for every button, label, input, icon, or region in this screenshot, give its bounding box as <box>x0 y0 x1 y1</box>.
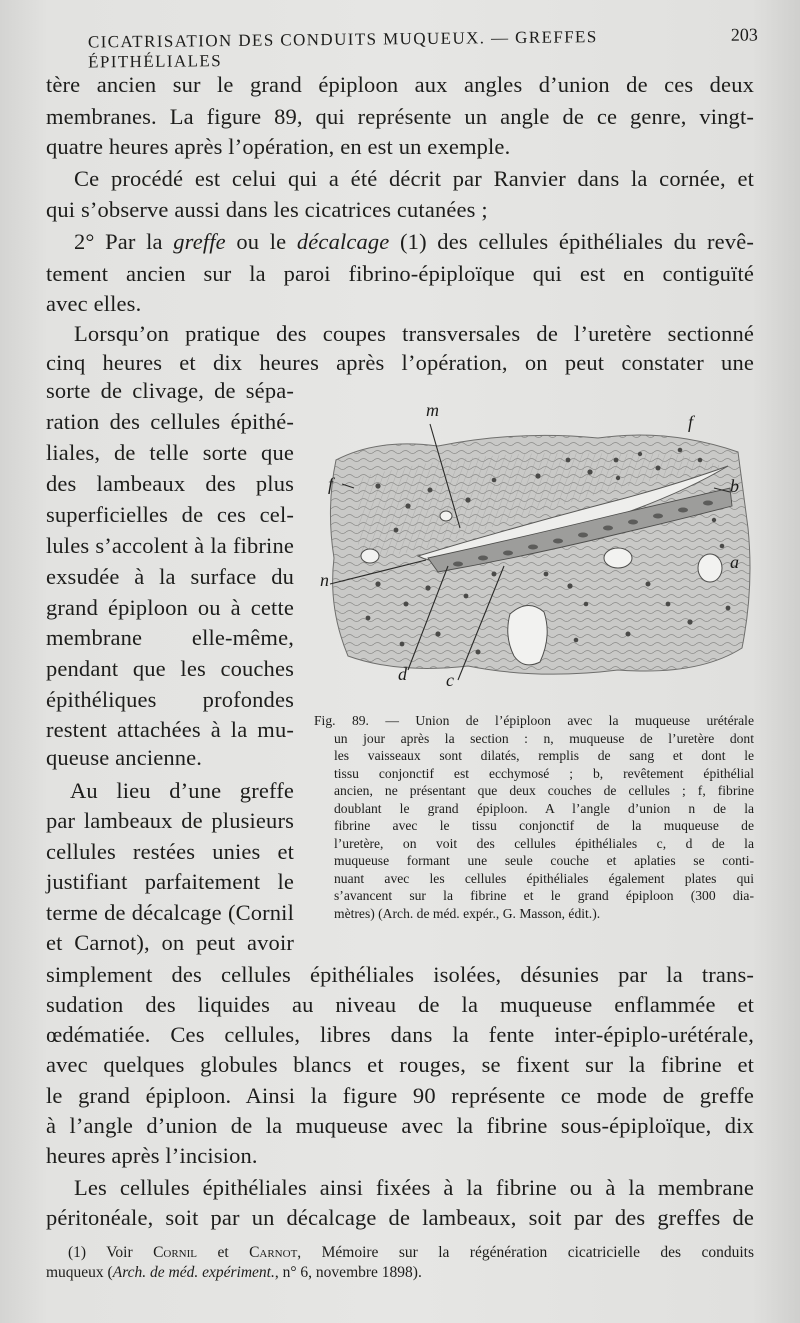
caption-line: un jour après la section : n, muqueuse de l’uretère dont <box>334 730 754 746</box>
text-line: œdématiée. Ces cellules, libres dans la fente inter-épiplo-urétérale, <box>46 1022 754 1047</box>
column-line: par lambeaux de plusieurs <box>46 808 294 833</box>
text-line: péritonéale, soit par un décalcage de lambeaux, soit par des greffes de <box>46 1205 754 1230</box>
running-header <box>88 24 758 72</box>
caption-line: l’uretère, on voit des cellules épithéliales c, d de la <box>334 835 754 851</box>
text-line: cinq heures et dix heures après l’opération, on peut constater une <box>46 350 754 375</box>
caption-line: tissu conjonctif est ecchymosé ; b, revêtement épithélial <box>334 765 754 781</box>
caption-line: fibrine avec le tissu conjonctif de la muqueuse de <box>334 818 754 833</box>
column-line: queuse ancienne. <box>46 745 203 770</box>
footnote-line <box>46 1243 754 1263</box>
text-fragment: ou le <box>225 229 297 254</box>
footnote-line <box>46 1263 754 1283</box>
label-n: n <box>320 570 329 590</box>
text-fragment: (1) des cellules épithéliales du revê- <box>389 229 754 254</box>
column-line: justifiant parfaitement le <box>46 869 294 894</box>
column-line: sorte de clivage, de sépa- <box>46 378 294 403</box>
column-line: exsudée à la surface du <box>46 564 294 589</box>
caption-line: les vaisseaux sont dilatés, remplis de sang et dont le <box>334 748 754 763</box>
page-number: 203 <box>730 24 758 45</box>
caption-line: mètres) (Arch. de méd. expér., G. Masson, édit.). <box>334 905 601 921</box>
text-line <box>74 229 754 255</box>
label-d: d <box>398 664 407 684</box>
column-line: membrane elle-même, <box>46 625 294 650</box>
column-line: Au lieu d’une greffe <box>70 778 294 803</box>
caption-line: doublant le grand épiploon. A l’angle d’union n de la <box>334 800 754 816</box>
column-line: et Carnot), on peut avoir <box>46 930 294 955</box>
text-line: heures après l’incision. <box>46 1143 258 1168</box>
column-line: épithéliques profondes <box>46 687 294 712</box>
text-fragment: muqueux ( <box>46 1264 113 1281</box>
text-line: avec quelques globules blancs et rouges, se fixent sur la fibrine et <box>46 1052 754 1077</box>
text-fragment: (1) Voir <box>68 1244 154 1261</box>
caption-line: s’avancent sur la fibrine et le grand épiploon (300 dia- <box>334 888 754 903</box>
figure-89-micrograph <box>318 400 758 698</box>
text-fragment: , Mémoire sur la régénération cicatricielle des conduits <box>297 1244 754 1261</box>
column-line: pendant que les couches <box>46 656 294 681</box>
label-m: m <box>426 400 439 420</box>
column-line: des lambeaux des plus <box>46 471 294 496</box>
column-line: terme de décalcage (Cornil <box>46 900 294 925</box>
column-line: liales, de telle sorte que <box>46 440 294 465</box>
column-line: ration des cellules épithé- <box>46 409 294 434</box>
text-line: Les cellules épithéliales ainsi fixées à la fibrine ou à la membrane <box>74 1175 754 1200</box>
text-line: quatre heures après l’opération, en est un exemple. <box>46 134 511 159</box>
histology-illustration <box>318 408 758 698</box>
text-line: à l’angle d’union de la muqueuse avec la fibrine sous-épiploïque, dix <box>46 1113 754 1138</box>
term-decalcage: décalcage <box>296 229 390 254</box>
caption-line: nuant avec les cellules épithéliales également plates qui <box>334 870 754 886</box>
author-carnot: Carnot <box>249 1244 298 1261</box>
text-line: tement ancien sur la paroi fibrino-épiploïque qui est en contiguïté <box>46 261 754 286</box>
figure-caption <box>314 712 754 922</box>
label-f-left: f <box>328 474 334 494</box>
text-line: Lorsqu’on pratique des coupes transversales de l’uretère sectionné <box>74 321 754 346</box>
label-b: b <box>730 476 739 496</box>
caption-line: ancien, ne présentant que deux couches de cellules ; f, fibrine <box>334 783 754 798</box>
term-greffe: greffe <box>173 229 226 254</box>
label-f-top: f <box>688 412 694 432</box>
text-fragment: et <box>197 1244 250 1261</box>
caption-line: Fig. 89. — Union de l’épiploon avec la muqueuse urétérale <box>314 713 754 728</box>
running-title: CICATRISATION DES CONDUITS MUQUEUX. — GREFFES ÉPITHÉLIALES <box>87 27 598 72</box>
column-line: cellules restées unies et <box>46 839 294 864</box>
text-line: qui s’observe aussi dans les cicatrices cutanées ; <box>46 197 488 222</box>
text-line: simplement des cellules épithéliales isolées, désunies par la trans- <box>46 962 754 987</box>
footnote <box>46 1243 754 1283</box>
text-line: avec elles. <box>46 291 142 316</box>
text-line: membranes. La figure 89, qui représente un angle de ce genre, vingt- <box>46 104 754 129</box>
author-cornil: Cornil <box>153 1244 198 1261</box>
label-a: a <box>730 552 739 572</box>
caption-line: muqueuse formant une seule couche et aplaties se conti- <box>334 853 754 868</box>
text-fragment: 2° Par la <box>74 229 174 254</box>
text-line: Ce procédé est celui qui a été décrit par Ranvier dans la cornée, et <box>74 166 754 191</box>
text-fragment: , n° 6, novembre 1898). <box>274 1264 422 1281</box>
text-line: tère ancien sur le grand épiploon aux angles d’union de ces deux <box>46 72 754 97</box>
label-c: c <box>446 670 454 690</box>
column-line: grand épiploon ou à cette <box>46 595 294 620</box>
journal-title: Arch. de méd. expériment. <box>112 1264 275 1281</box>
text-line: sudation des liquides au niveau de la muqueuse enflammée et <box>46 992 754 1017</box>
column-line: lules s’accolent à la fibrine <box>46 533 294 558</box>
column-line: superficielles de ces cel- <box>46 502 294 527</box>
column-line: restent attachées à la mu- <box>46 717 294 742</box>
text-line: le grand épiploon. Ainsi la figure 90 représente ce mode de greffe <box>46 1083 754 1108</box>
